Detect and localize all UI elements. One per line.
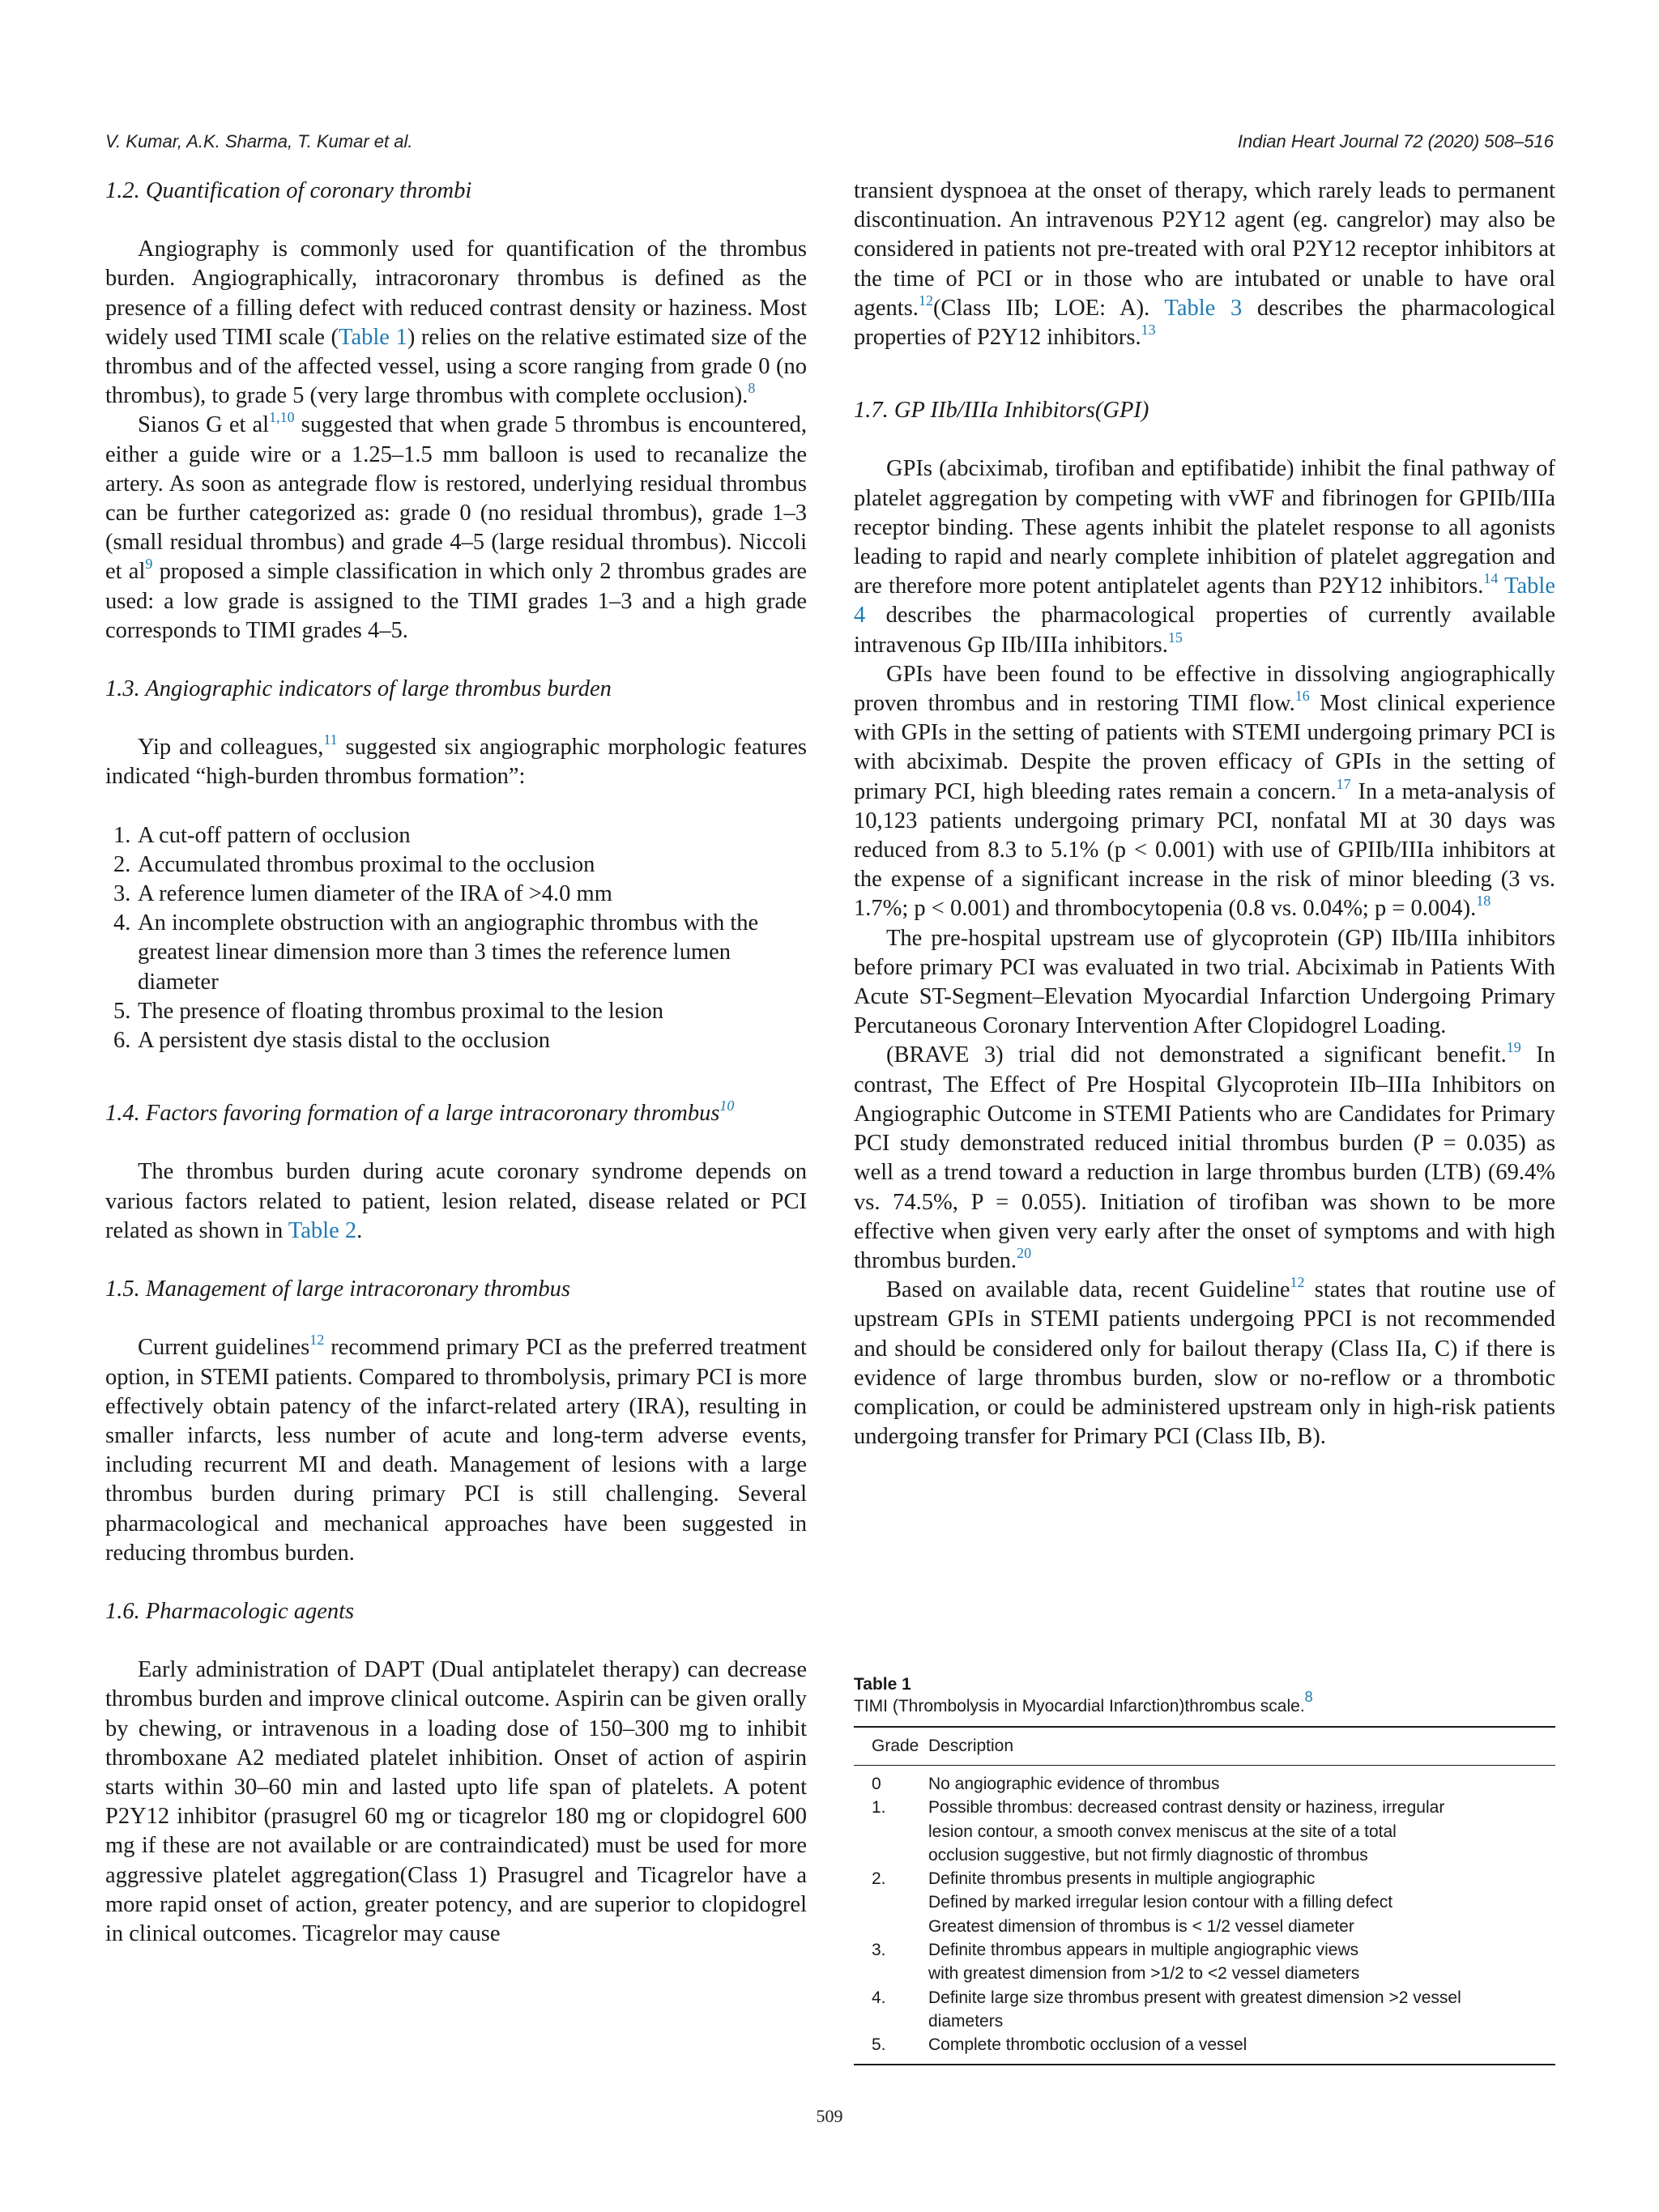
paragraph [854,660,1555,924]
paragraph [854,177,1555,352]
table-row [854,2033,1555,2056]
description-cell [928,1986,1555,2034]
paragraph [854,454,1555,659]
feature-list [105,821,807,1056]
paragraph [105,411,807,646]
text: GPIs (abciximab, tirofiban and eptifibatide) inhibit the final pathway of platelet aggregation by competing with vWF and fibrinogen for GPIIb/IIIa receptor binding. These agents inhibit the platelet response to all agonists leading to rapid and nearly complete inhibition of platelet aggregation and are therefore more potent antiplatelet agents than P2Y12 inhibitors. [854,456,1555,599]
citation-ref[interactable]: 8 [1304,1689,1313,1705]
list-text: An incomplete obstruction with an angiographic thrombus with the greatest linear dimension more than 3 times the reference lumen diameter [138,910,759,995]
description-line: Possible thrombus: decreased contrast density or haziness, irregular [928,1798,1445,1818]
table-label: Table 1 [854,1675,911,1694]
text: suggested six angiographic morphologic features indicated “high-burden thrombus formation”: [105,735,807,790]
list-number: 6. [113,1028,131,1054]
list-item [105,880,807,909]
list-number: 4. [113,910,131,936]
table-row [854,1986,1555,2034]
section-heading-1-3: 1.3. Angiographic indicators of large thrombus burden [105,676,612,702]
grade-cell: 2. [872,1869,886,1889]
citation-ref[interactable]: 9 [145,556,153,573]
paragraph: Early administration of DAPT (Dual antiplatelet therapy) can decrease thrombus burden and improve clinical outcome. Aspirin can be given orally by chewing, or intravenous in a loading dose of 150–300 mg to inhibit thromboxane A2 mediated platelet inhibition. Onset of action of aspirin starts within 30–60 min and lasted upto life span of platelets. A potent P2Y12 inhibitor (prasugrel 60 mg or ticagrelor 180 mg or clopidogrel 600 mg if these are not available or are contraindicated) must be used for more aggressive platelet aggregation(Class 1) Prasugrel and Ticagrelor have a more rapid onset of action, greater potency, and are superior to clopidogrel in clinical outcomes. Ticagrelor may cause [105,1657,807,1946]
heading-text: 1.4. Factors favoring formation of a large intracoronary thrombus [105,1101,720,1127]
text: Angiography is commonly used for quantification of the thrombus burden. Angiographically, intracoronary thrombus is defined as the presence of a filling defect with reduced contrast density or haziness. Most widely used TIMI scale ( [105,237,807,350]
table-header-row [854,1728,1555,1766]
description-line: Complete thrombotic occlusion of a vessel [928,2035,1247,2055]
citation-ref[interactable]: 14 [1483,570,1499,587]
paragraph [854,1276,1555,1451]
list-text: A reference lumen diameter of the IRA of >4.0 mm [138,881,612,907]
page-number: 509 [816,2106,843,2126]
running-header-journal: Indian Heart Journal 72 (2020) 508–516 [1237,131,1554,151]
text: The thrombus burden during acute coronary syndrome depends on various factors related to patient, lesion related, disease related or PCI related as shown in [105,1159,807,1243]
citation-ref[interactable]: 20 [1017,1244,1032,1261]
table-row [854,1938,1555,1986]
text: states that routine use of upstream GPIs in STEMI patients undergoing PPCI is not recommended and should be considered only for bailout therapy (Class IIa, C) if there is evidence of large thrombus burden, slow or no-reflow or a thrombotic complication, or could be administered upstream only in high-risk patients undergoing transfer for Primary PCI (Class IIb, B). [854,1277,1556,1450]
list-text: The presence of floating thrombus proximal to the lesion [138,998,664,1024]
text: In contrast, The Effect of Pre Hospital Glycoprotein IIb–IIIa Inhibitors on Angiographic Outcome in STEMI Patients who are Candidates for Primary PCI study demonstrated reduced initial thrombus burden (P = 0.035) as well as a trend toward a reduction in large thrombus burden (LTB) (69.4% vs. 74.5%, P = 0.055). Initiation of tirofiban was shown to be more effective when given very early after the onset of symptoms and with high thrombus burden. [854,1042,1555,1273]
paragraph [105,733,807,791]
citation-ref[interactable]: 8 [748,380,756,397]
citation-ref[interactable]: 12 [1290,1274,1305,1291]
citation-ref[interactable]: 16 [1294,688,1310,705]
text: recommend primary PCI as the preferred treatment option, in STEMI patients. Compared to thrombolysis, primary PCI is more effectively obtain patency of the infarct-related artery (IRA), resulting in smaller infarcts, less number of acute and long-term adverse events, including recurrent MI and death. Management of lesions with a large thrombus burden during primary PCI is still challenging. Several pharmacological and mechanical approaches have been suggested in reducing thrombus burden. [105,1335,807,1566]
citation-ref[interactable]: 15 [1167,629,1183,646]
list-number: 2. [113,851,131,877]
text: Yip and colleagues, [138,735,324,761]
paragraph [105,235,807,411]
list-number: 1. [113,822,131,848]
running-header-authors: V. Kumar, A.K. Sharma, T. Kumar et al. [105,131,413,151]
text: GPIs have been found to be effective in dissolving angiographically proven thrombus and in restoring TIMI flow. [854,661,1555,717]
citation-ref[interactable]: 11 [323,731,338,748]
list-item [105,997,807,1026]
description-line: No angiographic evidence of thrombus [928,1775,1220,1793]
description-line: Definite large size thrombus present with greatest dimension >2 vessel [928,1988,1461,2007]
table-caption [854,1689,1555,1718]
list-number: 5. [113,998,131,1024]
text: (BRAVE 3) trial did not demonstrated a significant benefit. [886,1042,1507,1068]
table-3-link[interactable]: Table 3 [1164,295,1243,321]
text: proposed a simple classification in which only 2 thrombus grades are used: a low grade is assigned to the TIMI grades 1–3 and a high grade corresponds to TIMI grades 4–5. [105,559,807,643]
left-column [105,177,807,1949]
description-cell [928,1938,1555,1986]
table-row [854,1796,1555,1867]
table-body [854,1766,1555,2065]
text: Current guidelines [138,1335,310,1361]
list-text: Accumulated thrombus proximal to the occlusion [138,851,595,877]
text: describes the pharmacological properties of P2Y12 inhibitors. [854,295,1555,351]
list-item [105,821,807,850]
citation-ref[interactable]: 12 [918,292,933,309]
list-item [105,909,807,997]
citation-ref[interactable]: 10 [719,1097,735,1115]
table-1 [854,1674,1555,2065]
text: Most clinical experience with GPIs in the setting of patients with STEMI undergoing primary PCI is with abciximab. Despite the proven efficacy of GPIs in the setting of primary PCI, high bleeding rates remain a concern. [854,691,1555,804]
grade-cell: 0 [872,1775,881,1793]
citation-ref[interactable]: 17 [1336,775,1351,792]
section-heading-1-5: 1.5. Management of large intracoronary thrombus [105,1276,570,1302]
section-heading-1-2: 1.2. Quantification of coronary thrombi [105,178,472,203]
paragraph [105,1157,807,1246]
text: ) relies on the relative estimated size of the thrombus and of the affected vessel, using a score ranging from grade 0 (no thrombus), to grade 5 (very large thrombus with complete occlusion). [105,324,807,409]
description-line: Defined by marked irregular lesion contour with a filling defect [928,1893,1393,1912]
description-cell [928,1796,1555,1867]
table-row [854,1772,1555,1796]
description-line: Definite thrombus appears in multiple angiographic views [928,1941,1359,1960]
grade-cell: 5. [872,2035,886,2055]
list-text: A cut-off pattern of occlusion [138,822,411,848]
text: transient dyspnoea at the onset of therapy, which rarely leads to permanent discontinuation. An intravenous P2Y12 agent (eg. cangrelor) may also be considered in patients not pre-treated with oral P2Y12 receptor inhibitors at the time of PCI or in those who are intubated or unable to have oral agents. [854,178,1555,321]
citation-ref[interactable]: 1,10 [269,409,295,426]
table-1-link[interactable]: Table 1 [339,324,407,350]
grade-cell: 1. [872,1798,886,1818]
grade-cell: 3. [872,1941,886,1960]
paragraph [105,1333,807,1568]
text: Based on available data, recent Guideline [886,1277,1290,1303]
list-item [105,1026,807,1055]
list-number: 3. [113,881,131,907]
description-cell [928,1772,1555,1796]
text: (Class IIb; LOE: A). [932,295,1165,321]
text: Sianos G et al [138,412,270,438]
description-line: lesion contour, a smooth convex meniscus at the site of a total [928,1822,1397,1841]
right-column [854,177,1555,1451]
table-2-link[interactable]: Table 2 [288,1217,357,1243]
paragraph [854,1041,1555,1276]
description-line: Definite thrombus presents in multiple angiographic [928,1869,1316,1889]
list-text: A persistent dye stasis distal to the occlusion [138,1028,550,1054]
text: describes the pharmacological properties of currently available intravenous Gp IIb/IIIa inhibitors. [854,603,1555,658]
table-4-link[interactable]: Table 4 [854,573,1555,629]
citation-ref[interactable]: 13 [1141,322,1156,339]
description-line: Greatest dimension of thrombus is < 1/2 vessel diameter [928,1916,1354,1936]
description-cell [928,2033,1555,2056]
grade-cell: 4. [872,1988,886,2007]
description-line: diameters [928,2011,1004,2031]
description-line: with greatest dimension from >1/2 to <2 vessel diameters [928,1964,1360,1984]
citation-ref[interactable]: 18 [1476,893,1491,910]
text: suggested that when grade 5 thrombus is encountered, either a guide wire or a 1.25–1.5 mm balloon is used to recanalize the artery. As soon as antegrade flow is restored, underlying residual thrombus can be further categorized as: grade 0 (no residual thrombus), grade 1–3 (small residual thrombus) and grade 4–5 (large residual thrombus). Niccoli et al [105,412,808,585]
column-header-grade: Grade [872,1737,919,1755]
column-header-description: Description [928,1737,1014,1755]
citation-ref[interactable]: 12 [309,1332,325,1349]
text: In a meta-analysis of 10,123 patients undergoing primary PCI, nonfatal MI at 30 days was reduced from 8.3 to 5.1% (p < 0.001) with use of GPIIb/IIIa inhibitors at the expense of a significant increase in the risk of minor bleeding (3 vs. 1.7%; p < 0.001) and thrombocytopenia (0.8 vs. 0.04%; p = 0.004). [854,778,1556,922]
citation-ref[interactable]: 19 [1506,1039,1521,1056]
section-heading-1-6: 1.6. Pharmacologic agents [105,1598,355,1624]
section-heading-1-4 [105,1099,807,1128]
list-item [105,850,807,880]
caption-text: TIMI (Thrombolysis in Myocardial Infarction)thrombus scale. [854,1697,1305,1715]
table-row [854,1867,1555,1938]
text: . [356,1217,363,1243]
section-heading-1-7: 1.7. GP IIb/IIIa Inhibitors(GPI) [854,398,1149,424]
paragraph: The pre-hospital upstream use of glycoprotein (GP) IIb/IIIa inhibitors before primary PCI was evaluated in two trial. Abciximab in Patients With Acute ST-Segment–Elevation Myocardial Infarction Undergoing Primary Percutaneous Coronary Intervention After Clopidogrel Loading. [854,925,1555,1039]
description-cell [928,1867,1555,1938]
description-line: occlusion suggestive, but not firmly diagnostic of thrombus [928,1845,1368,1865]
